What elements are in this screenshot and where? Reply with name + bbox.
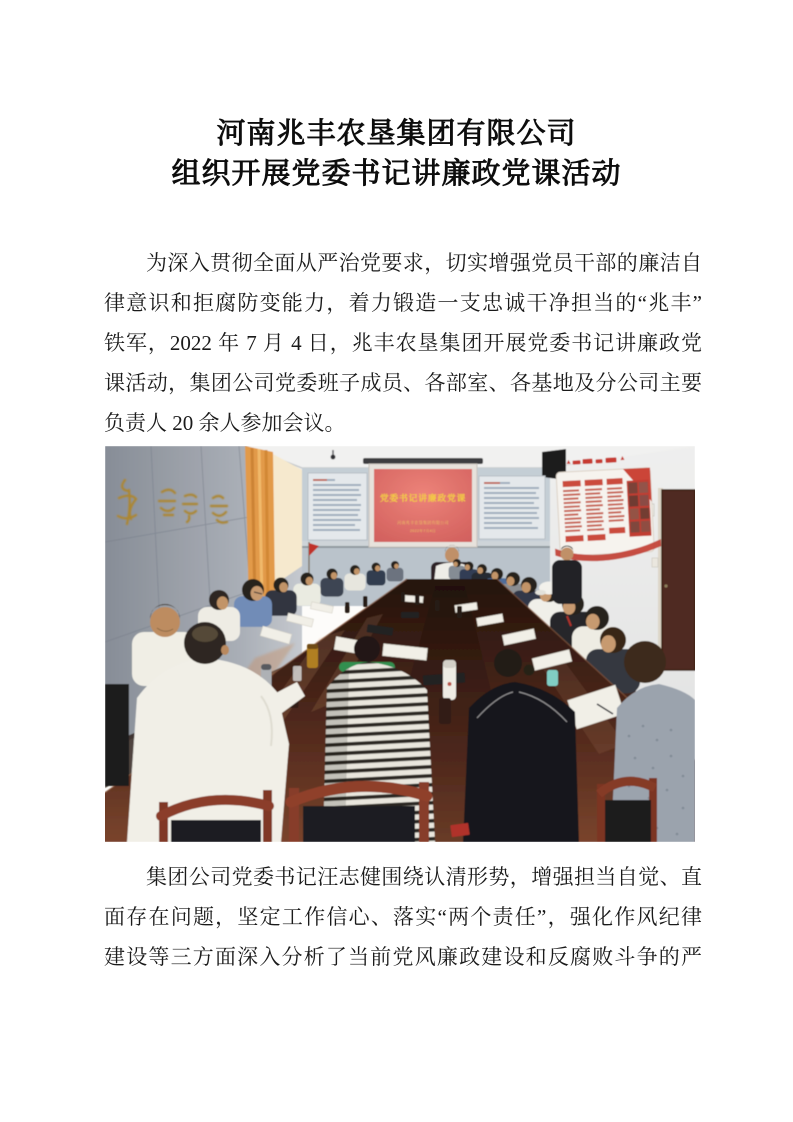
title-line-2: 组织开展党委书记讲廉政党课活动 (171, 158, 622, 190)
paragraph-2-line: 面存在问题，坚定工作信心、落实“两个责任”，强化作风纪律 (104, 905, 702, 929)
paragraph-2-line: 集团公司党委书记汪志健围绕认清形势，增强担当自觉、直 (146, 865, 702, 889)
screen-subtitle-text-1: 河南兆丰农垦集团有限公司 (397, 520, 449, 525)
title-line-1: 河南兆丰农垦集团有限公司 (216, 118, 577, 150)
photo-color-cast (105, 446, 695, 842)
paragraph-1-line: 律意识和拒腐防变能力，着力锻造一支忠诚干净担当的“兆丰” (104, 291, 702, 315)
meeting-photo (105, 446, 695, 842)
paragraph-1-line: 负责人 20 余人参加会议。 (104, 411, 346, 435)
paragraph-1-line: 为深入贯彻全面从严治党要求，切实增强党员干部的廉洁自 (146, 251, 702, 275)
paragraph-1-line: 课活动，集团公司党委班子成员、各部室、各基地及分公司主要 (104, 371, 702, 395)
paragraph-1-line: 铁军，2022 年 7 月 4 日，兆丰农垦集团开展党委书记讲廉政党 (104, 331, 702, 355)
document-title (0, 114, 793, 194)
paragraph-2-line: 建设等三方面深入分析了当前党风廉政建设和反腐败斗争的严 (104, 945, 702, 969)
screen-title-text: 党委书记讲廉政党课 (379, 493, 467, 503)
paragraph-1 (104, 243, 702, 443)
paragraph-2 (104, 857, 702, 977)
screen-subtitle-text-2: 2022年7月4日 (409, 529, 437, 533)
